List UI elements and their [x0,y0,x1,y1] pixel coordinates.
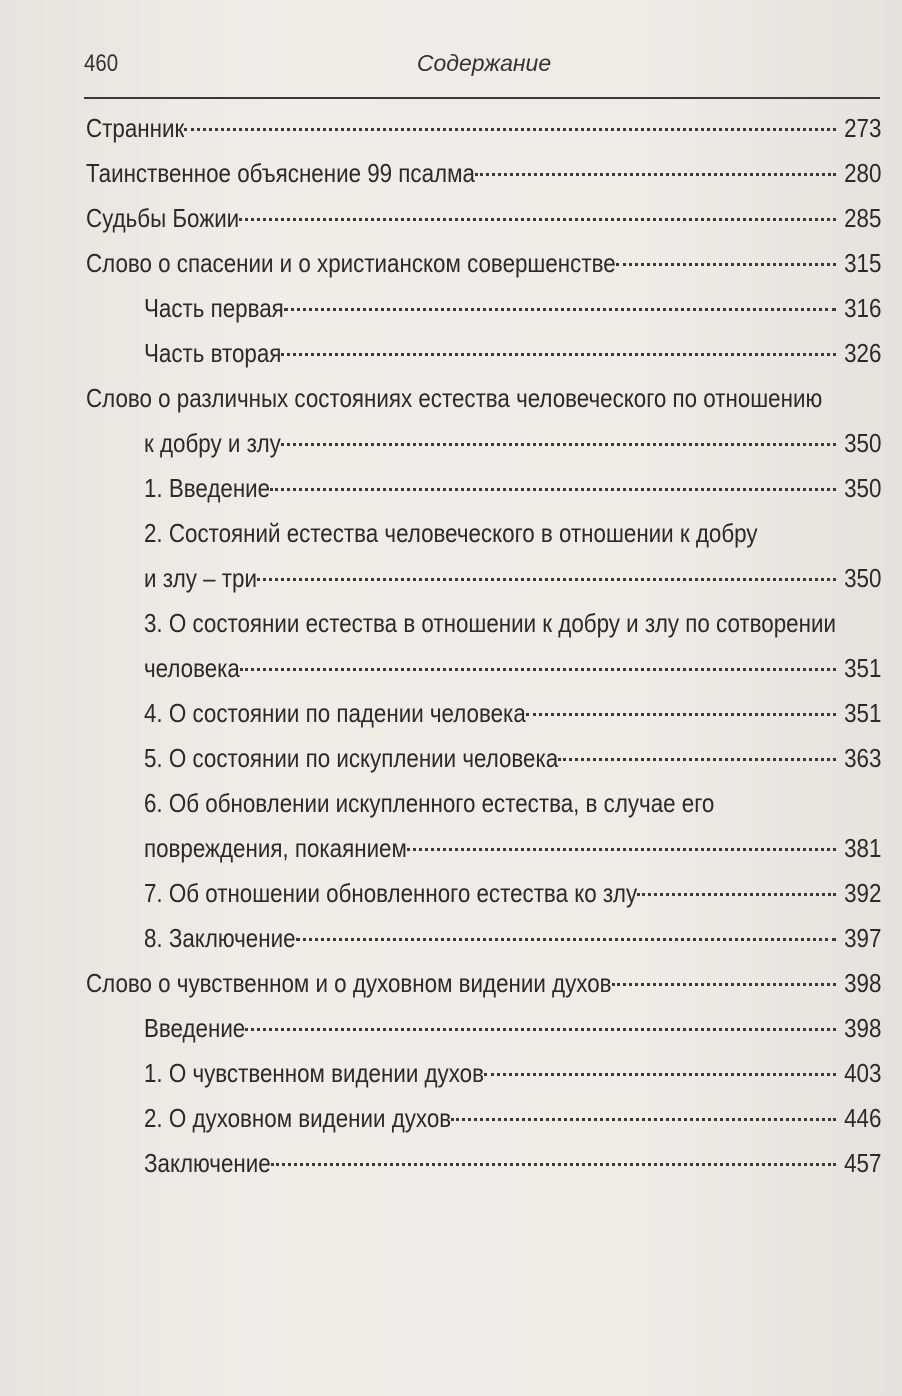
toc-entry [86,106,881,151]
toc-entry-title: 2. О духовном видении духов [144,1103,452,1133]
leader-dots [281,442,836,446]
toc-entry-title: Странник [86,113,185,143]
leader-dots [475,172,836,176]
toc-entry-page: 280 [843,158,881,188]
toc-entry-title: Судьбы Божии [86,203,240,233]
toc-subentry [86,736,881,781]
table-of-contents [86,106,881,1186]
toc-entry-title: Заключение [144,1148,271,1178]
toc-entry [86,151,881,196]
toc-subentry [86,916,881,961]
toc-entry-page: 392 [843,878,881,908]
leader-dots [484,1072,836,1076]
toc-entry-page: 397 [843,923,881,953]
leader-dots [616,262,836,266]
leader-dots [270,487,836,491]
toc-entry-title: Часть вторая [144,338,282,368]
toc-subentry [86,1141,881,1186]
leader-dots [245,1027,835,1031]
leader-dots [612,982,836,986]
toc-subentry [86,466,881,511]
toc-entry-title: 1. О чувственном видении духов [144,1058,484,1088]
toc-entry-page: 457 [843,1148,881,1178]
toc-subentry-continuation [86,556,881,601]
toc-entry-title-cont: повреждения, покаянием [144,833,407,863]
leader-dots [240,667,836,671]
toc-subentry [86,331,881,376]
toc-entry-title: Таинственное объяснение 99 псалма [86,158,475,188]
leader-dots [281,352,835,356]
toc-subentry [86,871,881,916]
toc-subentry [86,1051,881,1096]
toc-entry-page: 316 [843,293,881,323]
toc-entry [86,241,881,286]
toc-subentry-continuation [86,646,881,691]
toc-entry-continuation [86,421,881,466]
toc-subentry [86,286,881,331]
toc-entry [86,961,881,1006]
toc-entry-title: 7. Об отношении обновленного естества ко злу [144,878,638,908]
toc-entry-title: Слово о спасении и о христианском совершенстве [86,248,616,278]
toc-entry-page: 403 [843,1058,881,1088]
toc-entry-title: 2. Состояний естества человеческого в отношении к добру [144,518,758,548]
toc-entry-page: 398 [843,1013,881,1043]
page-header [84,50,880,84]
toc-entry-page: 315 [843,248,881,278]
toc-entry-page: 398 [843,968,881,998]
leader-dots [239,217,835,221]
toc-entry-page: 285 [843,203,881,233]
toc-entry-page: 446 [843,1103,881,1133]
leader-dots [184,127,835,131]
toc-subentry [86,691,881,736]
running-title: Содержание [416,50,552,76]
toc-subentry [86,1006,881,1051]
toc-entry-title: Часть первая [144,293,284,323]
toc-entry-title: 3. О состоянии естества в отношении к добру и злу по сотворении [144,608,836,638]
toc-subentry-continuation [86,826,881,871]
toc-entry-page: 326 [843,338,881,368]
toc-entry-first-line [86,376,881,421]
toc-entry-page: 350 [843,428,881,458]
leader-dots [637,892,835,896]
leader-dots [407,847,836,851]
leader-dots [257,577,836,581]
leader-dots [271,1162,836,1166]
toc-entry-title: 8. Заключение [144,923,296,953]
toc-entry-page: 350 [843,563,881,593]
page-number: 460 [84,50,119,77]
toc-entry-page: 351 [843,698,881,728]
toc-subentry-first-line [86,601,881,646]
toc-entry-title: Введение [144,1013,246,1043]
toc-entry [86,196,881,241]
toc-entry-title: Слово о различных состояниях естества человеческого по отношению [86,383,823,413]
toc-entry-title-cont: к добру и злу [144,428,281,458]
leader-dots [526,712,836,716]
toc-entry-title: Слово о чувственном и о духовном видении духов [86,968,612,998]
toc-entry-page: 350 [843,473,881,503]
toc-entry-page: 273 [843,113,881,143]
toc-entry-title: 5. О состоянии по искуплении человека [144,743,559,773]
toc-subentry [86,1096,881,1141]
toc-entry-title-cont: человека [144,653,240,683]
toc-entry-title: 4. О состоянии по падении человека [144,698,526,728]
header-rule [84,97,880,99]
toc-entry-title: 1. Введение [144,473,271,503]
leader-dots [296,937,836,941]
toc-entry-page: 363 [843,743,881,773]
leader-dots [558,757,835,761]
toc-subentry-first-line [86,511,881,556]
toc-entry-title: 6. Об обновлении искупленного естества, в случае его [144,788,715,818]
toc-subentry-first-line [86,781,881,826]
leader-dots [284,307,836,311]
toc-entry-page: 351 [843,653,881,683]
toc-entry-page: 381 [843,833,881,863]
leader-dots [451,1117,835,1121]
toc-entry-title-cont: и злу – три [144,563,257,593]
